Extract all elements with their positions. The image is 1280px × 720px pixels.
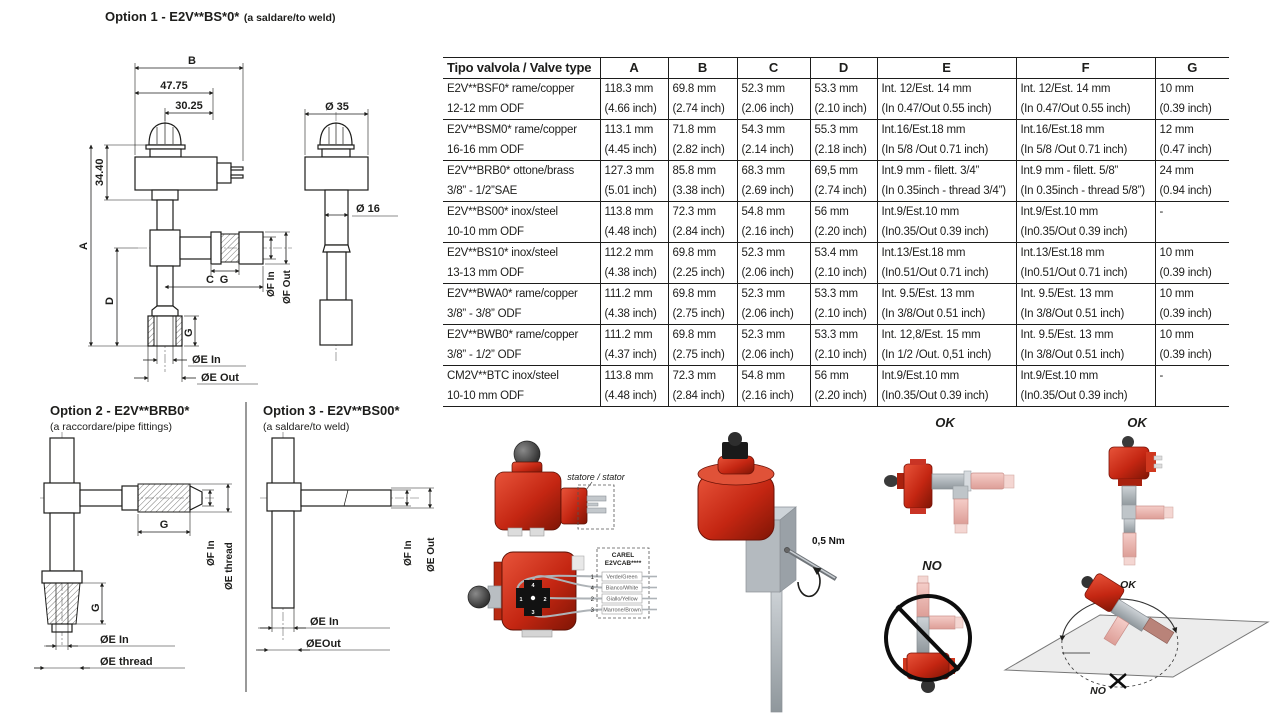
rotation-arrow [798, 568, 820, 596]
installation-illustrations [460, 410, 1280, 720]
dimension-cell: 53.3 mm (2.10 inch) [810, 325, 877, 366]
o2-g-bottom-label: G [90, 603, 102, 612]
orientation-no-inverted [886, 558, 970, 693]
no-inverted-label: NO [922, 558, 942, 573]
dimension-cell: 53.3 mm (2.10 inch) [810, 79, 877, 120]
o3-fin-label: ØF In [403, 540, 414, 566]
dimension-cell: Int.9 mm - filett. 3/4” (In 0.35inch - thread 3/4”) [877, 161, 1016, 202]
dimension-cell: 113.8 mm (4.48 inch) [600, 202, 668, 243]
dim-ein-label: ØE In [192, 354, 221, 366]
valve-table-row [443, 161, 1229, 202]
dimension-cell: 10 mm (0.39 inch) [1155, 284, 1229, 325]
dimension-cell: 10 mm (0.39 inch) [1155, 79, 1229, 120]
wire-pin-4: 4 [590, 586, 594, 592]
orientation-plane-range [1005, 567, 1268, 697]
stator-pin [587, 496, 606, 501]
dimension-cell: 52.3 mm (2.06 inch) [737, 284, 810, 325]
carel-cable-box [591, 548, 657, 618]
valve-table-row [443, 243, 1229, 284]
coil-cable [771, 588, 782, 712]
wire-label-yellow: Giallo/Yellow [606, 596, 638, 603]
coil-torque-illustration [698, 432, 845, 712]
dimension-cell: 111.2 mm (4.37 inch) [600, 325, 668, 366]
connector-pin-bottom: 3 [531, 610, 535, 616]
dimension-cell: Int.9/Est.10 mm (In0.35/Out 0.39 inch) [877, 202, 1016, 243]
dim-g-branch-label: G [219, 274, 229, 286]
wire-label-green: Verde/Green [606, 574, 638, 581]
valve-dimension-table [443, 57, 1229, 407]
table-header-valve-type: Tipo valvola / Valve type [447, 60, 592, 75]
table-header-g: G [1155, 58, 1229, 79]
dim-3025-label: 30.25 [175, 100, 203, 112]
dimension-cell: 53.4 mm (2.10 inch) [810, 243, 877, 284]
dimension-cell: Int.9/Est.10 mm (In0.35/Out 0.39 inch) [1016, 366, 1155, 407]
dim-4775-label: 47.75 [160, 80, 188, 92]
dimension-cell: 113.1 mm (4.45 inch) [600, 120, 668, 161]
option2-drawing [34, 432, 235, 668]
wire-pin-1: 1 [590, 575, 594, 581]
option2-title-text: Option 2 - E2V**BRB0* [50, 403, 190, 418]
plane-no-label: NO [1090, 685, 1106, 697]
o3-ein-label: ØE In [310, 616, 339, 628]
dimension-cell: 52.3 mm (2.06 inch) [737, 79, 810, 120]
orientation-ok-horizontal [884, 415, 1014, 533]
cable-box-title1: CAREL [611, 552, 635, 559]
valve-stator-illustration [495, 441, 626, 536]
dimension-cell: Int.9/Est.10 mm (In0.35/Out 0.39 inch) [877, 366, 1016, 407]
o2-ethread-bottom-label: ØE thread [100, 656, 153, 668]
dimension-cell: Int. 12/Est. 14 mm (In 0.47/Out 0.55 inch) [1016, 79, 1155, 120]
valve-type-cell: E2V**BS00* inox/steel 10-10 mm ODF [447, 206, 558, 238]
dim-b-label: B [188, 55, 196, 67]
stator-label: statore / stator [567, 472, 625, 482]
table-header-c: C [737, 58, 810, 79]
dimension-cell: 72.3 mm (2.84 inch) [668, 202, 737, 243]
valve-type-cell: E2V**BWA0* rame/copper 3/8” - 3/8” ODF [447, 288, 578, 320]
table-header-a: A [600, 58, 668, 79]
table-header-f: F [1016, 58, 1155, 79]
valve-type-cell: E2V**BWB0* rame/copper 3/8” - 1/2” ODF [447, 329, 579, 361]
table-header-d: D [810, 58, 877, 79]
dimension-cell: 68.3 mm (2.69 inch) [737, 161, 810, 202]
valve-type-cell: E2V**BSF0* rame/copper 12-12 mm ODF [447, 83, 575, 115]
dimension-cell: 53.3 mm (2.10 inch) [810, 284, 877, 325]
table-header-row [443, 58, 1229, 79]
dim-a-label: A [78, 242, 90, 250]
stator-pin [587, 508, 606, 513]
dimension-cell: Int. 9.5/Est. 13 mm (In 3/8/Out 0.51 inch) [1016, 325, 1155, 366]
dim-g-bottom-label: G [183, 328, 195, 337]
dimension-cell: Int.13/Est.18 mm (In0.51/Out 0.71 inch) [877, 243, 1016, 284]
option3-title-text: Option 3 - E2V**BS00* [263, 403, 400, 418]
dimension-cell: 54.8 mm (2.16 inch) [737, 366, 810, 407]
o3-eout-side-label: ØE Out [426, 537, 437, 572]
valve-table-row [443, 325, 1229, 366]
dimension-cell: 85.8 mm (3.38 inch) [668, 161, 737, 202]
dimension-cell: 52.3 mm (2.06 inch) [737, 243, 810, 284]
o2-ethread-side-label: ØE thread [224, 542, 235, 590]
wire-label-white: Bianco/White [605, 585, 639, 592]
o2-ein-label: ØE In [100, 634, 129, 646]
dimension-cell: 118.3 mm (4.66 inch) [600, 79, 668, 120]
dimension-cell: 55.3 mm (2.18 inch) [810, 120, 877, 161]
dimension-cell: 12 mm (0.47 inch) [1155, 120, 1229, 161]
dim-fin-label: ØF In [266, 271, 277, 297]
dimension-cell: 69.8 mm (2.74 inch) [668, 79, 737, 120]
dim-fout-label: ØF Out [282, 270, 293, 304]
dimension-cell: 69.8 mm (2.25 inch) [668, 243, 737, 284]
dim-eout-label: ØE Out [201, 372, 239, 384]
dim-dia16-label: Ø 16 [356, 203, 380, 215]
valve-table-row [443, 79, 1229, 120]
option3-subtitle: (a saldare/to weld) [263, 421, 350, 434]
valve-wiring-illustration [468, 548, 657, 637]
dimension-cell: 24 mm (0.94 inch) [1155, 161, 1229, 202]
dim-dia35-label: Ø 35 [325, 101, 349, 113]
dimension-cell: Int.16/Est.18 mm (In 5/8 /Out 0.71 inch) [1016, 120, 1155, 161]
dimension-cell: Int.13/Est.18 mm (In0.51/Out 0.71 inch) [1016, 243, 1155, 284]
torque-label: 0,5 Nm [812, 536, 845, 547]
dimension-cell: 56 mm (2.20 inch) [810, 202, 877, 243]
dimension-cell: 127.3 mm (5.01 inch) [600, 161, 668, 202]
dimension-cell: Int. 12,8/Est. 15 mm (In 1/2 /Out. 0,51 inch) [877, 325, 1016, 366]
valve-table-row [443, 366, 1229, 407]
dimension-cell: Int.16/Est.18 mm (In 5/8 /Out 0.71 inch) [877, 120, 1016, 161]
technical-drawings [0, 0, 460, 720]
dimension-cell: 69.8 mm (2.75 inch) [668, 284, 737, 325]
connector-pin-left: 1 [519, 597, 523, 603]
dimension-cell: 52.3 mm (2.06 inch) [737, 325, 810, 366]
table-header-e: E [877, 58, 1016, 79]
option1-title-text: Option 1 - E2V**BS*0* [105, 9, 240, 24]
dimension-cell: 113.8 mm (4.48 inch) [600, 366, 668, 407]
plane-ok-label: OK [1120, 579, 1136, 591]
dim-d-label: D [104, 297, 116, 305]
valve-dome [468, 586, 490, 608]
dimension-cell: 54.3 mm (2.14 inch) [737, 120, 810, 161]
wire-pin-2: 2 [590, 597, 594, 603]
connector-pin-right: 2 [543, 597, 547, 603]
dimension-cell: 111.2 mm (4.38 inch) [600, 284, 668, 325]
dimension-cell: 54.8 mm (2.16 inch) [737, 202, 810, 243]
ok-vertical-label: OK [1127, 415, 1147, 430]
dimension-cell: 112.2 mm (4.38 inch) [600, 243, 668, 284]
o2-g-side-label: G [159, 519, 169, 531]
dim-3440-label: 34.40 [94, 158, 106, 186]
dimension-cell: Int.9/Est.10 mm (In0.35/Out 0.39 inch) [1016, 202, 1155, 243]
dimension-cell: 71.8 mm (2.82 inch) [668, 120, 737, 161]
option2-subtitle: (a raccordare/pipe fittings) [50, 421, 172, 434]
dimension-cell: Int.9 mm - filett. 5/8” (In 0.35inch - thread 5/8”) [1016, 161, 1155, 202]
connector-pin-top: 4 [531, 583, 535, 589]
ok-horizontal-label: OK [935, 415, 955, 430]
option1-subtitle: (a saldare/to weld) [243, 12, 336, 24]
o3-eout-bottom-label: ØEOut [306, 638, 341, 650]
valve-type-cell: E2V**BSM0* rame/copper 16-16 mm ODF [447, 124, 577, 156]
valve-table-row [443, 120, 1229, 161]
o2-fin-label: ØF In [206, 540, 217, 566]
valve-table-row [443, 202, 1229, 243]
dimension-cell: 10 mm (0.39 inch) [1155, 243, 1229, 284]
dimension-cell: 69.8 mm (2.75 inch) [668, 325, 737, 366]
option3-drawing [256, 432, 437, 650]
orientation-ok-vertical [1109, 415, 1173, 565]
option1-front-view [78, 55, 293, 384]
dimension-cell: 56 mm (2.20 inch) [810, 366, 877, 407]
valve-type-cell: CM2V**BTC inox/steel 10-10 mm ODF [447, 370, 559, 402]
dimension-cell: - [1155, 202, 1229, 243]
wire-label-brown: Marrone/Brown [603, 607, 641, 614]
dimension-cell: 10 mm (0.39 inch) [1155, 325, 1229, 366]
table-header-b: B [668, 58, 737, 79]
valve-type-cell: E2V**BS10* inox/steel 13-13 mm ODF [447, 247, 558, 279]
dimension-cell: Int. 12/Est. 14 mm (In 0.47/Out 0.55 inch) [877, 79, 1016, 120]
dimension-cell: - [1155, 366, 1229, 407]
cable-box-title2: E2VCAB**** [604, 560, 642, 567]
dimension-cell: Int. 9.5/Est. 13 mm (In 3/8/Out 0.51 inch) [1016, 284, 1155, 325]
dimension-cell: Int. 9.5/Est. 13 mm (In 3/8/Out 0.51 inch) [877, 284, 1016, 325]
option1-side-view [305, 101, 398, 362]
dim-c-label: C [206, 274, 214, 286]
dimension-cell: 69,5 mm (2.74 inch) [810, 161, 877, 202]
valve-table-row [443, 284, 1229, 325]
wire-pin-3: 3 [590, 608, 594, 614]
valve-type-cell: E2V**BRB0* ottone/brass 3/8” - 1/2”SAE [447, 165, 575, 197]
dimension-cell: 72.3 mm (2.84 inch) [668, 366, 737, 407]
